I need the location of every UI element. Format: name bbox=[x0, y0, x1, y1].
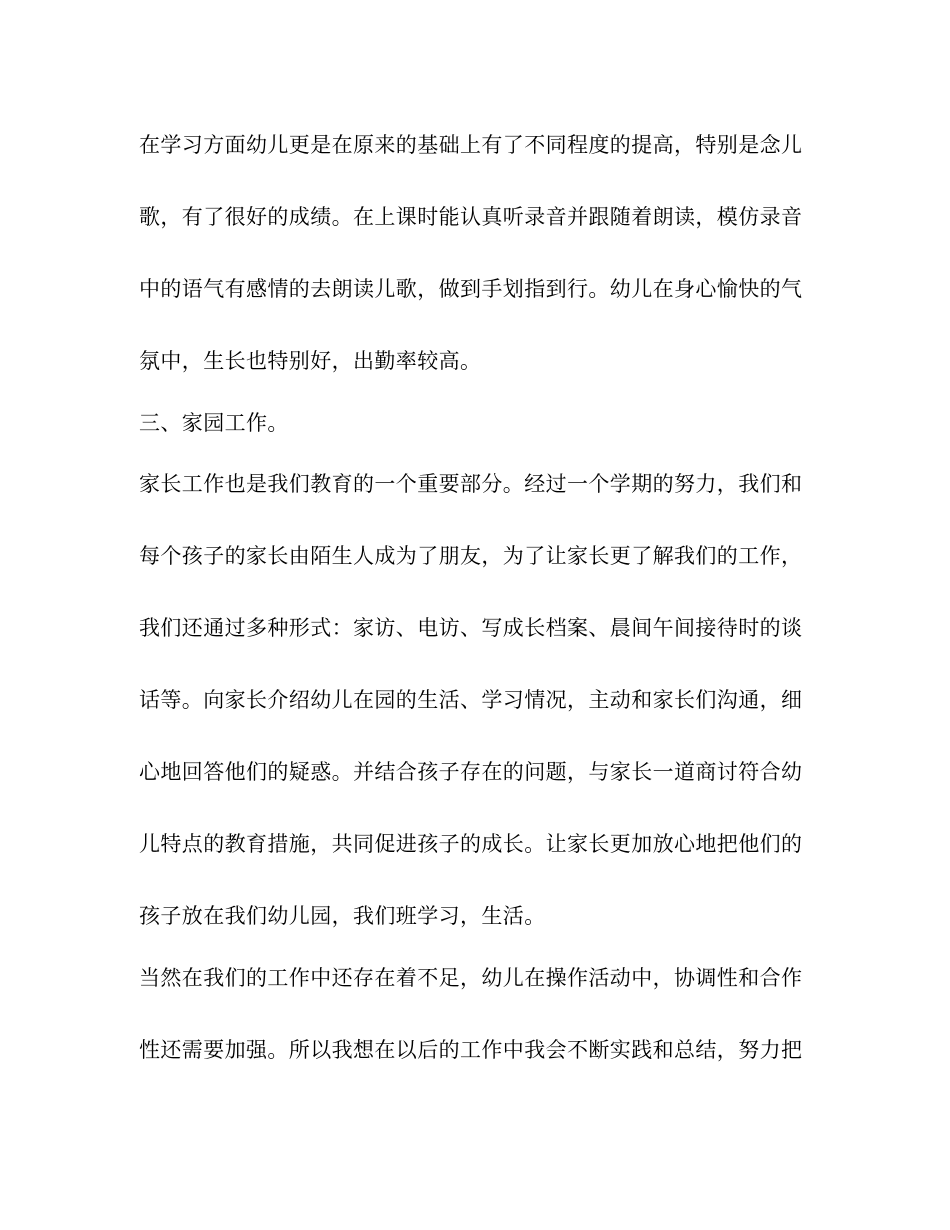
text-line: 心地回答他们的疑惑。并结合孩子存在的问题，与家长一道商讨符合幼 bbox=[139, 760, 803, 784]
text-line: 中的语气有感情的去朗读儿歌，做到手划指到行。幼儿在身心愉快的气 bbox=[139, 277, 803, 301]
text-line: 孩子放在我们幼儿园，我们班学习，生活。 bbox=[139, 904, 546, 928]
text-line: 我们还通过多种形式：家访、电访、写成长档案、晨间午间接待时的谈 bbox=[139, 616, 803, 640]
text-line: 在学习方面幼儿更是在原来的基础上有了不同程度的提高，特别是念儿 bbox=[139, 133, 803, 157]
section-heading: 三、家园工作。 bbox=[139, 411, 289, 435]
text-line: 歌，有了很好的成绩。在上课时能认真听录音并跟随着朗读，模仿录音 bbox=[139, 205, 803, 229]
text-line: 性还需要加强。所以我想在以后的工作中我会不断实践和总结，努力把 bbox=[139, 1038, 803, 1062]
text-line: 儿特点的教育措施，共同促进孩子的成长。让家长更加放心地把他们的 bbox=[139, 832, 803, 856]
text-line: 话等。向家长介绍幼儿在园的生活、学习情况，主动和家长们沟通，细 bbox=[139, 688, 803, 712]
text-line: 每个孩子的家长由陌生人成为了朋友，为了让家长更了解我们的工作， bbox=[139, 544, 803, 568]
text-line: 当然在我们的工作中还存在着不足，幼儿在操作活动中，协调性和合作 bbox=[139, 966, 803, 990]
text-line: 家长工作也是我们教育的一个重要部分。经过一个学期的努力，我们和 bbox=[139, 472, 803, 496]
text-line: 氛中，生长也特别好，出勤率较高。 bbox=[139, 349, 482, 373]
